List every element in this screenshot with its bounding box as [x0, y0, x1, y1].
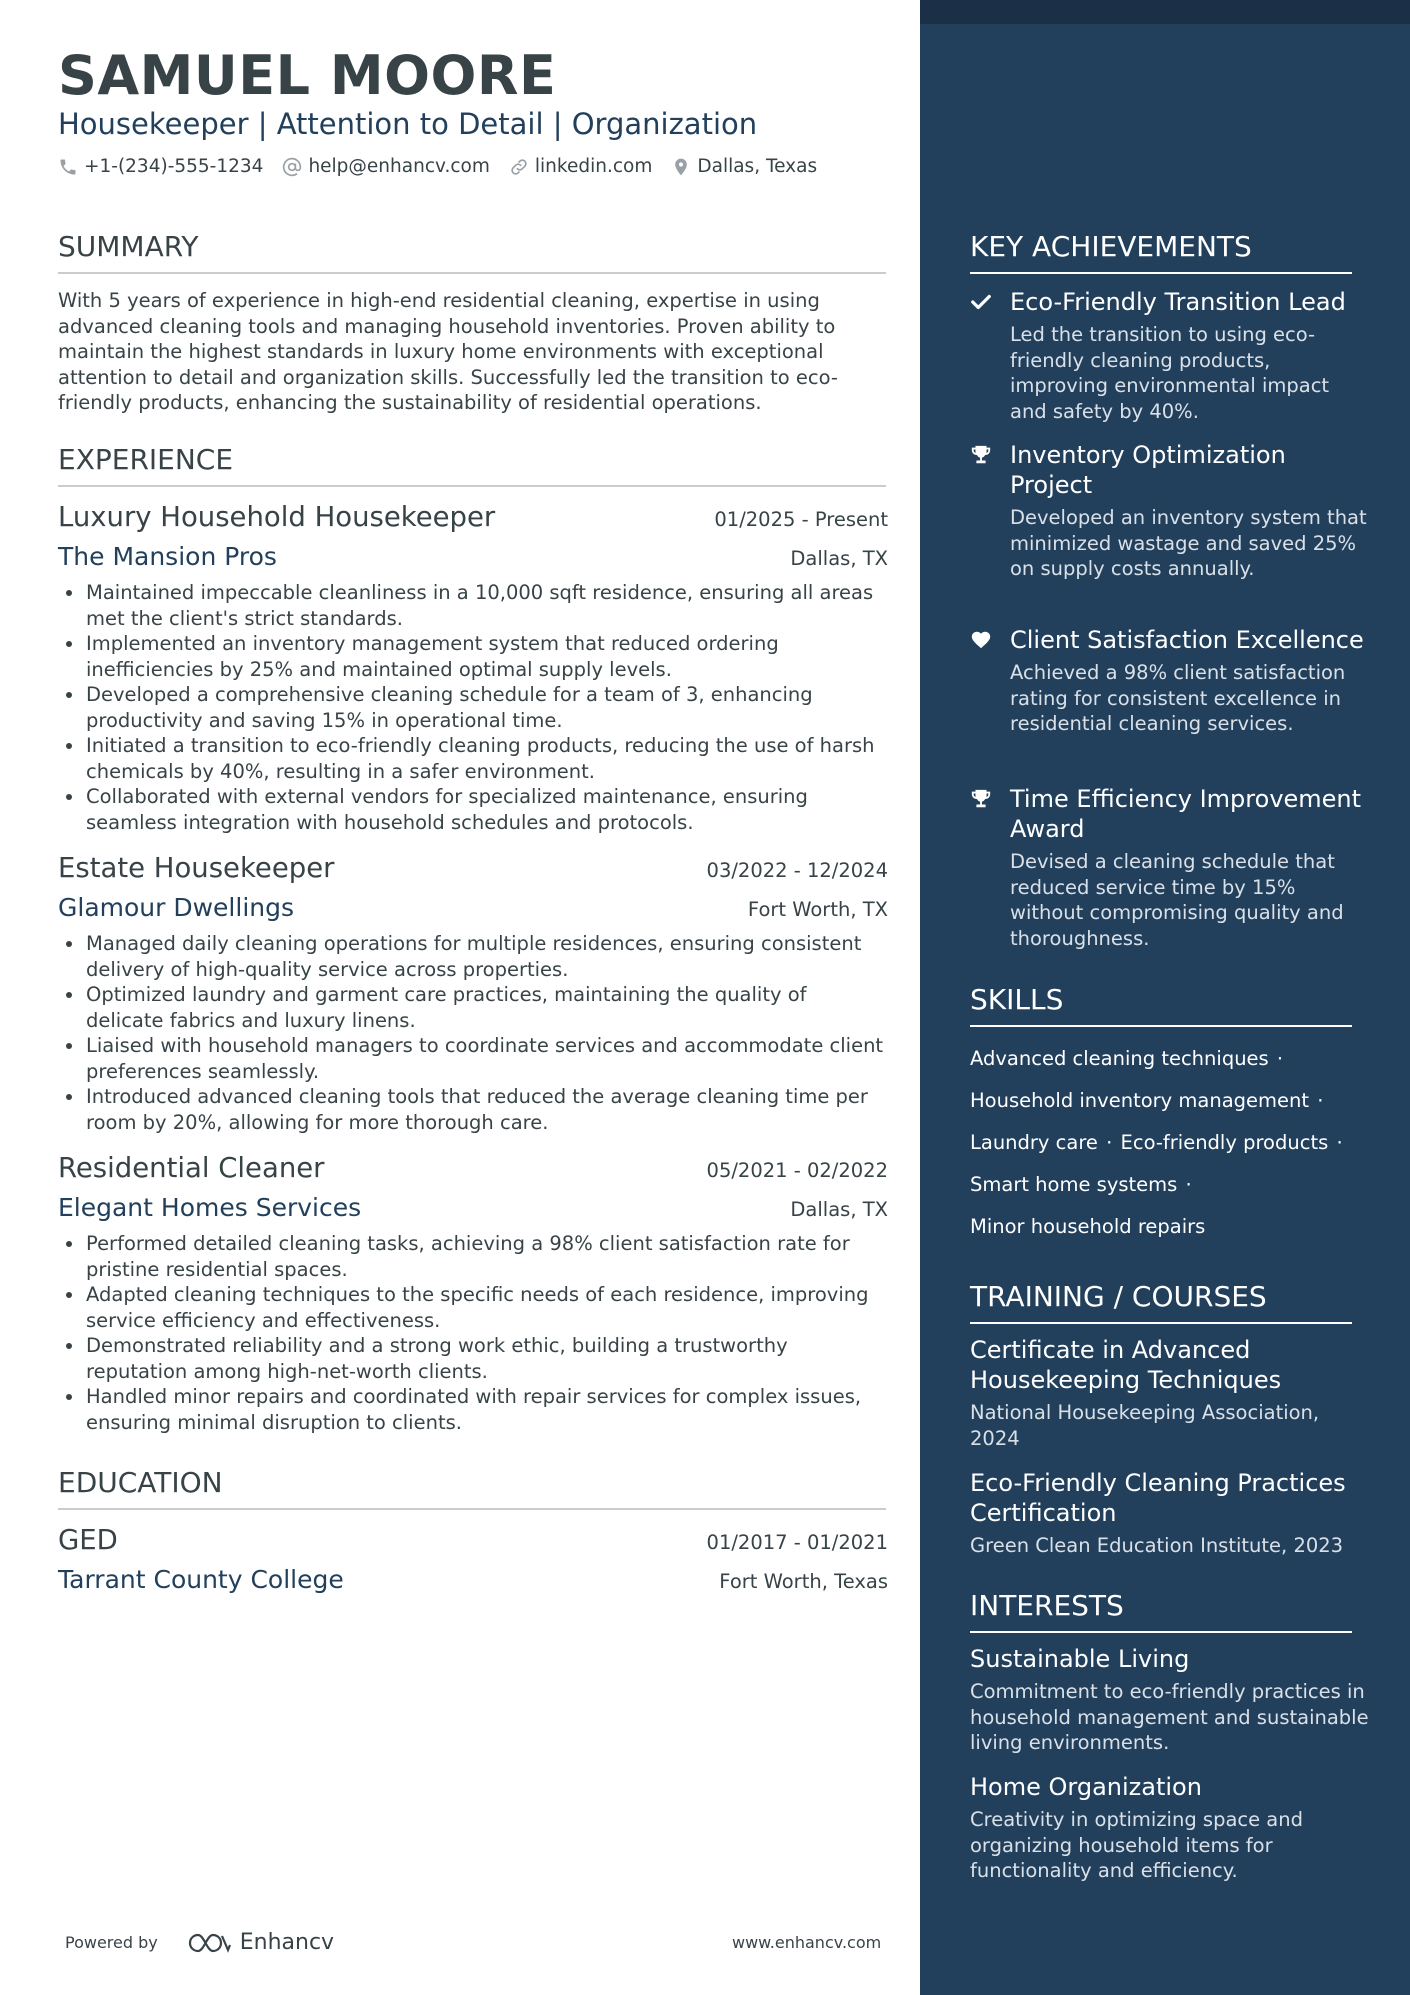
trophy-icon: [970, 784, 1010, 814]
job-bullet: Implemented an inventory management system that reduced ordering inefficiencies by 25% and maintained optimal supply levels.: [58, 631, 888, 682]
interests-heading: INTERESTS: [970, 1589, 1352, 1633]
job-bullet: Optimized laundry and garment care practices, maintaining the quality of delicate fabrics and luxury linens.: [58, 982, 888, 1033]
achievement-title: Eco-Friendly Transition Lead: [1010, 288, 1346, 316]
interest-desc: Creativity in optimizing space and organizing household items for functionality and efficiency.: [970, 1808, 1303, 1882]
education-degree: GED: [58, 1524, 118, 1556]
job-title: Residential Cleaner: [58, 1152, 325, 1184]
achievement-desc: Led the transition to using eco-friendly cleaning products, improving environmental impact and safety by 40%.: [1010, 323, 1330, 423]
skill-item: Laundry care: [970, 1131, 1098, 1154]
education-dates: 01/2017 - 01/2021: [706, 1531, 888, 1554]
headline: Housekeeper | Attention to Detail | Organization: [58, 107, 758, 141]
achievement-item: [970, 784, 1370, 951]
course-title: Certificate in Advanced Housekeeping Techniques: [970, 1336, 1282, 1394]
course-item: [970, 1335, 1370, 1452]
job-dates: 05/2021 - 02/2022: [706, 1159, 888, 1182]
phone-icon: [58, 157, 78, 177]
achievement-title: Inventory Optimization Project: [1010, 441, 1286, 499]
summary-heading: SUMMARY: [58, 230, 886, 274]
job-location: Dallas, TX: [790, 547, 888, 570]
skill-item: Minor household repairs: [970, 1215, 1206, 1238]
trophy-icon: [970, 440, 1010, 470]
job-company: Elegant Homes Services: [58, 1193, 362, 1222]
sidebar-top-bar: [920, 0, 1410, 24]
skill-item: Advanced cleaning techniques: [970, 1047, 1269, 1070]
contact-linkedin-text: linkedin.com: [534, 156, 653, 177]
job-bullet: Maintained impeccable cleanliness in a 10,000 sqft residence, ensuring all areas met the client's strict standards.: [58, 580, 888, 631]
heart-icon: [970, 625, 1010, 655]
job-company: The Mansion Pros: [58, 542, 277, 571]
course-provider: Green Clean Education Institute, 2023: [970, 1534, 1344, 1557]
checkmark-icon: [970, 287, 1010, 317]
achievement-desc: Achieved a 98% client satisfaction rating for consistent excellence in residential cleaning services.: [1010, 661, 1346, 735]
powered-by-label: Powered by: [65, 1933, 158, 1952]
at-icon: [282, 157, 302, 177]
course-provider: National Housekeeping Association, 2024: [970, 1401, 1320, 1450]
interest-item: [970, 1644, 1370, 1756]
job-entry: [58, 1151, 888, 1435]
job-bullet: Performed detailed cleaning tasks, achieving a 98% client satisfaction rate for pristine residential spaces.: [58, 1231, 888, 1282]
contact-phone-text: +1-(234)-555-1234: [84, 156, 264, 177]
job-bullet: Handled minor repairs and coordinated with repair services for complex issues, ensuring minimal disruption to clients.: [58, 1384, 888, 1435]
job-bullet: Managed daily cleaning operations for multiple residences, ensuring consistent delivery of high-quality service across properties.: [58, 931, 888, 982]
training-heading: TRAINING / COURSES: [970, 1280, 1352, 1324]
job-bullet: Liaised with household managers to coordinate services and accommodate client preferences seamlessly.: [58, 1033, 888, 1084]
skill-item: Smart home systems: [970, 1173, 1178, 1196]
skill-item: Household inventory management: [970, 1089, 1310, 1112]
link-icon: [509, 157, 529, 177]
contact-location: [671, 156, 817, 177]
enhancv-logo-icon: [186, 1931, 232, 1955]
contact-email[interactable]: [282, 156, 489, 177]
job-location: Dallas, TX: [790, 1198, 888, 1221]
job-company: Glamour Dwellings: [58, 893, 295, 922]
achievement-item: [970, 440, 1370, 582]
contact-linkedin[interactable]: [509, 156, 652, 177]
sidebar: [920, 0, 1410, 1995]
summary-text: With 5 years of experience in high-end residential cleaning, expertise in using advanced cleaning tools and managing household inventories. Proven ability to maintain the highest standards in luxury home environments with exceptional attention to detail and organization skills. Successfully led the transition to eco-friendly products, enhancing the sustainability of residential operations.: [58, 289, 838, 414]
achievements-heading: KEY ACHIEVEMENTS: [970, 230, 1352, 274]
contact-bar: [58, 156, 836, 177]
achievement-desc: Devised a cleaning schedule that reduced service time by 15% without compromising quality and thoroughness.: [1010, 850, 1344, 950]
achievement-desc: Developed an inventory system that minimized wastage and saved 25% on supply costs annually.: [1010, 506, 1367, 580]
job-bullets: [58, 931, 888, 1135]
achievement-title: Client Satisfaction Excellence: [1010, 626, 1364, 654]
job-bullet: Demonstrated reliability and a strong work ethic, building a trustworthy reputation among high-net-worth clients.: [58, 1333, 888, 1384]
interest-title: Home Organization: [970, 1773, 1202, 1801]
location-pin-icon: [671, 157, 691, 177]
interest-desc: Commitment to eco-friendly practices in household management and sustainable living environments.: [970, 1680, 1369, 1754]
skills-list: Advanced cleaning techniques · Household inventory management · Laundry care · Eco-friendly products · Smart home systems · Minor household repairs: [970, 1047, 1343, 1238]
course-title: Eco-Friendly Cleaning Practices Certification: [970, 1469, 1346, 1527]
job-entry: [58, 851, 888, 1135]
education-location: Fort Worth, Texas: [719, 1570, 888, 1593]
job-location: Fort Worth, TX: [747, 898, 888, 921]
skills-heading: SKILLS: [970, 983, 1352, 1027]
interest-title: Sustainable Living: [970, 1645, 1190, 1673]
enhancv-logo[interactable]: [186, 1930, 334, 1955]
contact-phone[interactable]: [58, 156, 263, 177]
skill-item: Eco-friendly products: [1120, 1131, 1329, 1154]
contact-email-text: help@enhancv.com: [308, 156, 490, 177]
interest-item: [970, 1772, 1370, 1884]
education-entry: [58, 1523, 888, 1597]
job-bullets: [58, 580, 888, 835]
job-title: Luxury Household Housekeeper: [58, 501, 496, 533]
job-dates: 03/2022 - 12/2024: [706, 859, 888, 882]
contact-location-text: Dallas, Texas: [697, 156, 818, 177]
job-bullet: Developed a comprehensive cleaning schedule for a team of 3, enhancing productivity and saving 15% in operational time.: [58, 682, 888, 733]
job-entry: [58, 500, 888, 835]
job-bullets: [58, 1231, 888, 1435]
footer-url[interactable]: www.enhancv.com: [732, 1933, 882, 1952]
job-bullet: Collaborated with external vendors for specialized maintenance, ensuring seamless integration with household schedules and protocols.: [58, 784, 888, 835]
job-bullet: Adapted cleaning techniques to the specific needs of each residence, improving service efficiency and effectiveness.: [58, 1282, 888, 1333]
job-title: Estate Housekeeper: [58, 852, 335, 884]
education-heading: EDUCATION: [58, 1466, 886, 1510]
achievement-title: Time Efficiency Improvement Award: [1010, 785, 1362, 843]
job-dates: 01/2025 - Present: [714, 508, 888, 531]
achievement-item: [970, 287, 1370, 424]
job-bullet: Introduced advanced cleaning tools that reduced the average cleaning time per room by 20%, allowing for more thorough care.: [58, 1084, 888, 1135]
course-item: [970, 1468, 1370, 1559]
achievement-item: [970, 625, 1370, 737]
candidate-name: SAMUEL MOORE: [58, 44, 557, 107]
job-bullet: Initiated a transition to eco-friendly cleaning products, reducing the use of harsh chemicals by 40%, resulting in a safer environment.: [58, 733, 888, 784]
footer-branding: [65, 1930, 334, 1955]
education-school: Tarrant County College: [58, 1565, 344, 1594]
experience-heading: EXPERIENCE: [58, 443, 886, 487]
enhancv-brand-text: Enhancv: [239, 1930, 335, 1955]
